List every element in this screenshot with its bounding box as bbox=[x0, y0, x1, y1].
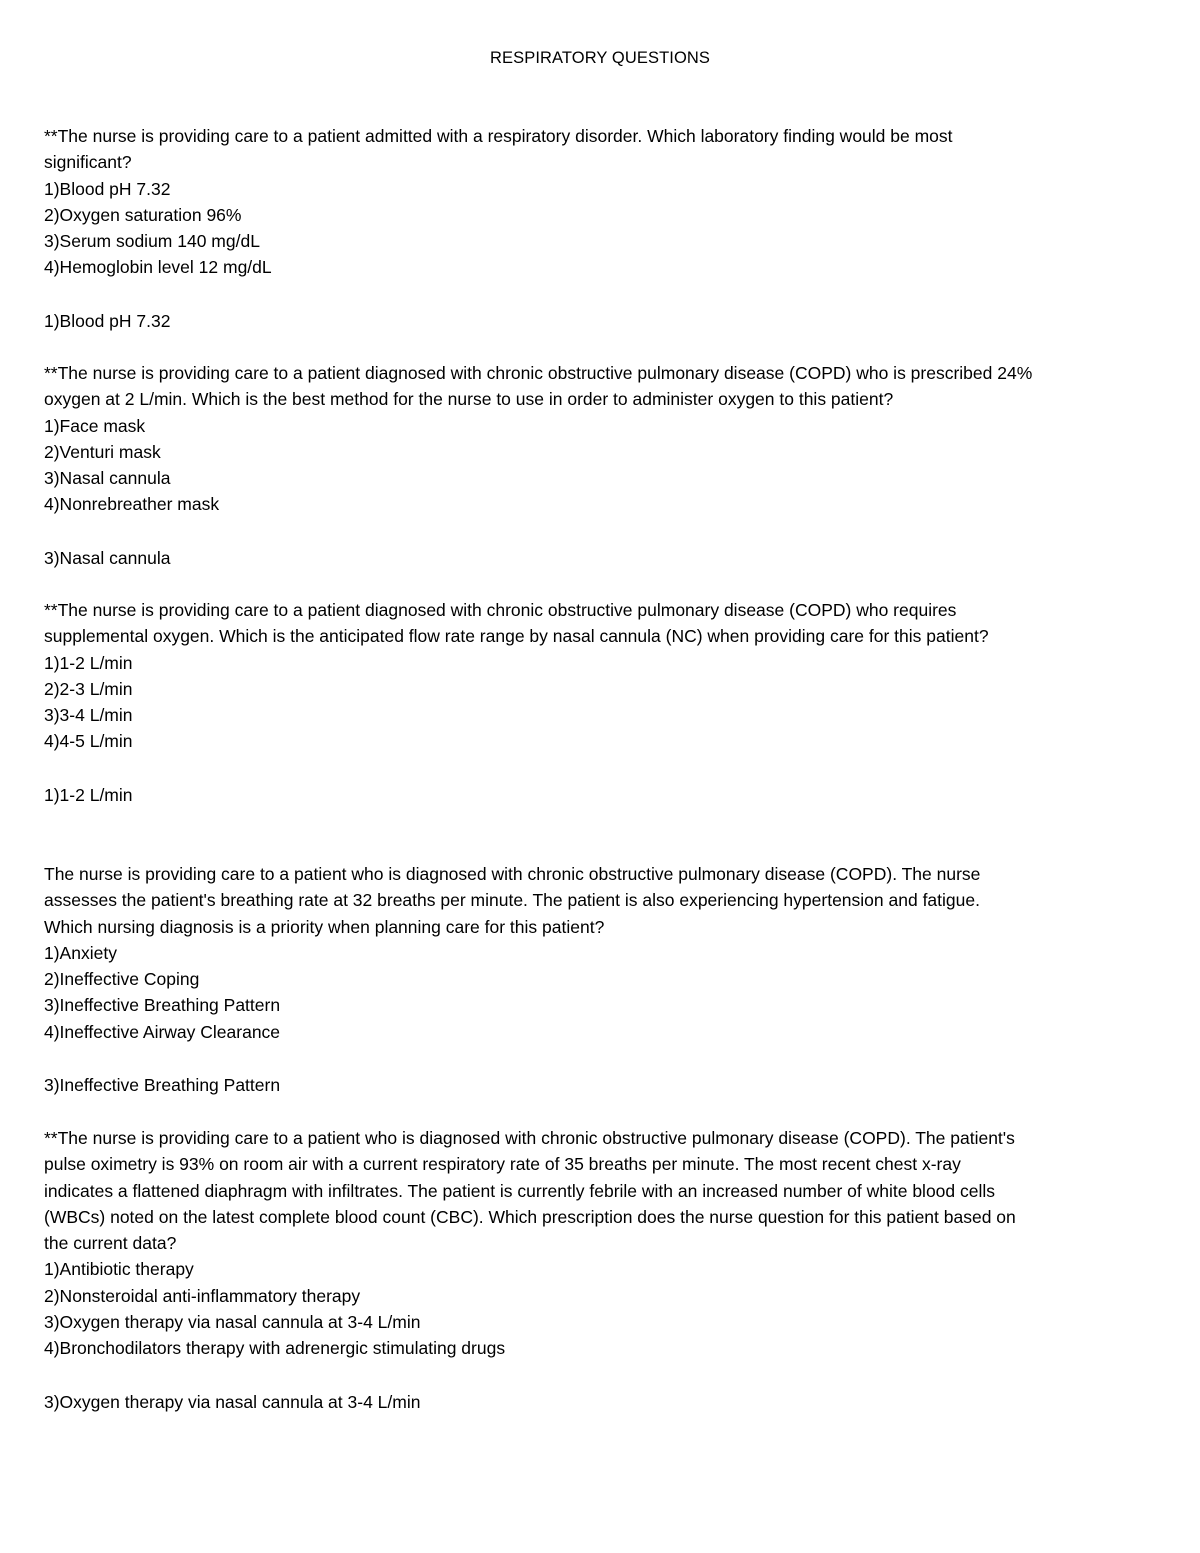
question-1 bbox=[44, 123, 1164, 281]
answer-option: 3)Oxygen therapy via nasal cannula at 3-4 L/min bbox=[44, 1312, 421, 1333]
question-stem-line: **The nurse is providing care to a patient diagnosed with chronic obstructive pulmonary disease (COPD) who requires bbox=[44, 600, 957, 620]
correct-answer: 3)Ineffective Breathing Pattern bbox=[44, 1075, 281, 1095]
question-stem-line: **The nurse is providing care to a patient admitted with a respiratory disorder. Which laboratory finding would be most bbox=[44, 126, 953, 146]
answer-3 bbox=[44, 782, 1164, 808]
question-stem-line: **The nurse is providing care to a patient who is diagnosed with chronic obstructive pulmonary disease (COPD). The patient's bbox=[44, 1128, 1015, 1148]
question-stem-line: pulse oximetry is 93% on room air with a current respiratory rate of 35 breaths per minute. The most recent chest x-ray bbox=[44, 1154, 961, 1175]
answer-option: 3)Nasal cannula bbox=[44, 468, 171, 489]
answer-option: 1)1-2 L/min bbox=[44, 652, 133, 673]
correct-answer: 1)1-2 L/min bbox=[44, 785, 133, 805]
question-stem-line: indicates a flattened diaphragm with infiltrates. The patient is currently febrile with an increased number of white blood cells bbox=[44, 1180, 996, 1201]
correct-answer: 3)Nasal cannula bbox=[44, 548, 171, 568]
question-stem-line: oxygen at 2 L/min. Which is the best method for the nurse to use in order to administer oxygen to this patient? bbox=[44, 389, 894, 410]
answer-option: 4)4-5 L/min bbox=[44, 731, 133, 752]
answer-4 bbox=[44, 1072, 1164, 1098]
question-stem-line: **The nurse is providing care to a patient diagnosed with chronic obstructive pulmonary disease (COPD) who is prescribed 24% bbox=[44, 363, 1033, 383]
answer-2 bbox=[44, 545, 1164, 571]
answer-option: 4)Ineffective Airway Clearance bbox=[44, 1021, 281, 1042]
question-stem-line: supplemental oxygen. Which is the anticipated flow rate range by nasal cannula (NC) when providing care for this patient? bbox=[44, 626, 989, 647]
correct-answer: 3)Oxygen therapy via nasal cannula at 3-4 L/min bbox=[44, 1392, 421, 1412]
answer-option: 1)Face mask bbox=[44, 415, 146, 436]
question-5 bbox=[44, 1125, 1164, 1362]
answer-option: 3)Serum sodium 140 mg/dL bbox=[44, 231, 260, 252]
answer-5 bbox=[44, 1389, 1164, 1415]
question-3 bbox=[44, 597, 1164, 755]
question-stem-line: The nurse is providing care to a patient who is diagnosed with chronic obstructive pulmonary disease (COPD). The nurse bbox=[44, 864, 981, 884]
answer-option: 2)2-3 L/min bbox=[44, 678, 133, 699]
answer-option: 2)Oxygen saturation 96% bbox=[44, 204, 242, 225]
answer-option: 2)Venturi mask bbox=[44, 441, 161, 462]
answer-1 bbox=[44, 308, 1164, 334]
answer-option: 2)Ineffective Coping bbox=[44, 969, 200, 990]
question-2 bbox=[44, 360, 1164, 518]
answer-option: 1)Anxiety bbox=[44, 942, 117, 963]
question-stem-line: assesses the patient's breathing rate at 32 breaths per minute. The patient is also experiencing hypertension and fatigue. bbox=[44, 890, 980, 911]
answer-option: 4)Hemoglobin level 12 mg/dL bbox=[44, 257, 272, 278]
answer-option: 2)Nonsteroidal anti-inflammatory therapy bbox=[44, 1285, 361, 1306]
question-4 bbox=[44, 861, 1164, 1045]
answer-option: 1)Antibiotic therapy bbox=[44, 1259, 194, 1280]
answer-option: 4)Nonrebreather mask bbox=[44, 494, 220, 515]
answer-option: 3)Ineffective Breathing Pattern bbox=[44, 995, 281, 1016]
question-stem-line: the current data? bbox=[44, 1233, 177, 1254]
correct-answer: 1)Blood pH 7.32 bbox=[44, 311, 171, 331]
answer-option: 1)Blood pH 7.32 bbox=[44, 178, 171, 199]
question-stem-line: significant? bbox=[44, 152, 132, 173]
answer-option: 3)3-4 L/min bbox=[44, 705, 133, 726]
page-title: RESPIRATORY QUESTIONS bbox=[489, 49, 711, 67]
answer-option: 4)Bronchodilators therapy with adrenergic stimulating drugs bbox=[44, 1338, 506, 1359]
question-stem-line: (WBCs) noted on the latest complete blood count (CBC). Which prescription does the nurse question for this patient based on bbox=[44, 1206, 1016, 1227]
question-stem-line: Which nursing diagnosis is a priority when planning care for this patient? bbox=[44, 916, 605, 937]
